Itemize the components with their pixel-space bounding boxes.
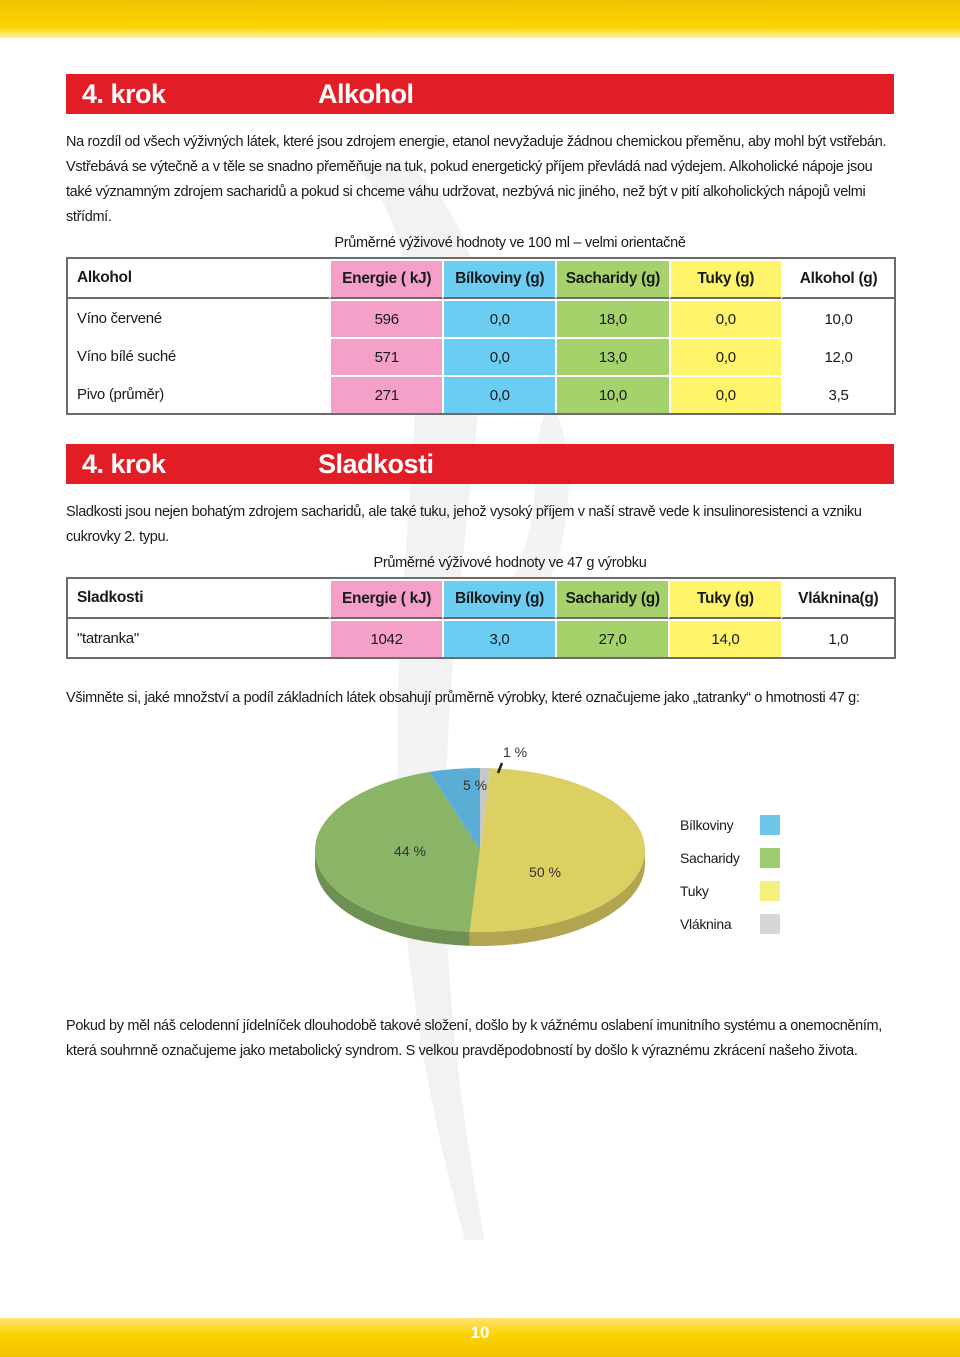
cell-protein: 0,0 bbox=[442, 337, 555, 375]
cell-fat: 0,0 bbox=[669, 375, 782, 413]
cell-fiber: 1,0 bbox=[781, 619, 894, 657]
header-alcohol: Alkohol (g) bbox=[781, 259, 894, 299]
row-label: Víno červené bbox=[77, 309, 162, 327]
chart-intro-text: Všimněte si, jaké množství a podíl základních látek obsahují průměrně výrobky, které označujeme jako „tatranky“ o hmotnosti 47 g: bbox=[66, 690, 860, 706]
legend-item bbox=[680, 880, 790, 902]
cell-carbs: 10,0 bbox=[555, 375, 668, 413]
legend-label: Bílkoviny bbox=[680, 817, 734, 833]
cell-protein: 0,0 bbox=[442, 299, 555, 337]
cell-fat: 0,0 bbox=[669, 337, 782, 375]
sladkosti-nutrition-table bbox=[66, 577, 896, 659]
pie-label-tuky: 50 % bbox=[529, 864, 561, 880]
legend-swatch bbox=[760, 881, 780, 901]
cell-energy: 1042 bbox=[329, 619, 442, 657]
cell-alcohol: 12,0 bbox=[781, 337, 894, 375]
closing-paragraph: Pokud by měl náš celodenní jídelníček dlouhodobě takové složení, došlo by k vážnému oslabení imunitního systému a onemocněním, která souhrnně označujeme jako metabolický syndrom. S velkou pravděpodobností by došlo k výraznému zkrácení našeho života. bbox=[66, 1018, 882, 1059]
cell-energy: 596 bbox=[329, 299, 442, 337]
legend-item bbox=[680, 847, 790, 869]
header-fiber: Vláknina(g) bbox=[781, 579, 894, 619]
header-name: Alkohol bbox=[68, 259, 329, 299]
section-header-alkohol bbox=[66, 74, 894, 114]
header-protein: Bílkoviny (g) bbox=[442, 579, 555, 619]
table-row bbox=[68, 299, 894, 337]
header-name: Sladkosti bbox=[68, 579, 329, 619]
header-fat: Tuky (g) bbox=[668, 579, 780, 619]
cell-fat: 0,0 bbox=[669, 299, 782, 337]
section-title: Alkohol bbox=[318, 79, 414, 109]
legend-item bbox=[680, 814, 790, 836]
table-row bbox=[68, 375, 894, 413]
header-energy: Energie ( kJ) bbox=[329, 579, 442, 619]
table-header-row bbox=[68, 579, 894, 619]
alkohol-table-caption: Průměrné výživové hodnoty ve 100 ml – velmi orientačně bbox=[334, 235, 686, 251]
legend-label: Sacharidy bbox=[680, 850, 740, 866]
sladkosti-table-caption: Průměrné výživové hodnoty ve 47 g výrobku bbox=[373, 555, 647, 571]
sladkosti-paragraph: Sladkosti jsou nejen bohatým zdrojem sacharidů, ale také tuku, jehož vysoký příjem v naší stravě vede k insulinoresistenci a vzniku cukrovky 2. typu. bbox=[66, 504, 862, 545]
pie-chart-svg bbox=[300, 735, 660, 970]
cell-protein: 0,0 bbox=[442, 375, 555, 413]
row-label: "tatranka" bbox=[77, 629, 139, 647]
header-carbs: Sacharidy (g) bbox=[555, 579, 668, 619]
legend-label: Tuky bbox=[680, 883, 709, 899]
section-title: Sladkosti bbox=[318, 449, 434, 479]
row-label: Víno bílé suché bbox=[77, 347, 176, 365]
table-row bbox=[68, 619, 894, 657]
section-header-sladkosti bbox=[66, 444, 894, 484]
cell-energy: 571 bbox=[329, 337, 442, 375]
header-carbs: Sacharidy (g) bbox=[555, 259, 668, 299]
legend-swatch bbox=[760, 848, 780, 868]
row-label: Pivo (průměr) bbox=[77, 385, 164, 403]
pie-chart bbox=[300, 735, 660, 970]
cell-alcohol: 10,0 bbox=[781, 299, 894, 337]
alkohol-paragraph: Na rozdíl od všech výživných látek, které jsou zdrojem energie, etanol nevyžaduje žádnou chemickou přeměnu, aby mohl být vstřebán. Vstřebává se výtečně a v těle se snadno přeměňuje na tuk, pokud energetický příjem převládá nad výdejem. Alkoholické nápoje jsou také významným zdrojem sacharidů a pokud si chceme váhu udržovat, nezbývá nic jiného, než být v pití alkoholických nápojů velmi střídmí. bbox=[66, 134, 887, 225]
step-label: 4. krok bbox=[82, 79, 166, 109]
page-number: 10 bbox=[470, 1323, 490, 1342]
cell-carbs: 13,0 bbox=[555, 337, 668, 375]
header-energy: Energie ( kJ) bbox=[329, 259, 442, 299]
cell-carbs: 27,0 bbox=[555, 619, 668, 657]
top-decorative-bar bbox=[0, 0, 960, 38]
legend-swatch bbox=[760, 914, 780, 934]
legend-item bbox=[680, 913, 790, 935]
cell-alcohol: 3,5 bbox=[781, 375, 894, 413]
cell-protein: 3,0 bbox=[442, 619, 555, 657]
pie-label-sacharidy: 44 % bbox=[394, 843, 426, 859]
legend-label: Vláknina bbox=[680, 916, 732, 932]
legend-swatch bbox=[760, 815, 780, 835]
table-header-row bbox=[68, 259, 894, 299]
pie-label-vláknina: 1 % bbox=[502, 744, 528, 760]
cell-carbs: 18,0 bbox=[555, 299, 668, 337]
step-label: 4. krok bbox=[82, 449, 166, 479]
header-protein: Bílkoviny (g) bbox=[442, 259, 555, 299]
alkohol-nutrition-table bbox=[66, 257, 896, 415]
header-fat: Tuky (g) bbox=[669, 259, 782, 299]
pie-label-bílkoviny: 5 % bbox=[462, 777, 488, 793]
table-row bbox=[68, 337, 894, 375]
chart-legend bbox=[680, 810, 790, 940]
cell-fat: 14,0 bbox=[668, 619, 780, 657]
cell-energy: 271 bbox=[329, 375, 442, 413]
